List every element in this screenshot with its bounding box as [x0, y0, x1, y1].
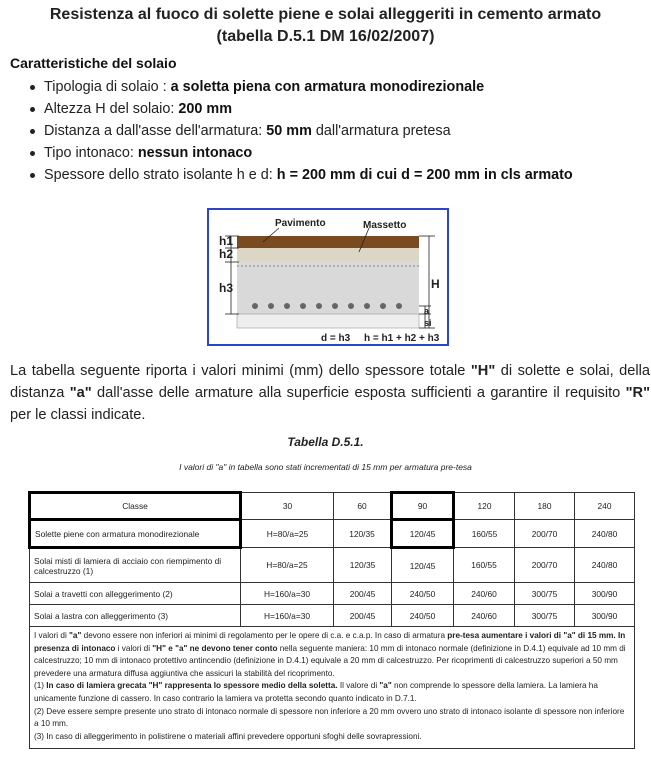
table-notes-row — [30, 627, 635, 749]
soffit-layer — [237, 314, 419, 328]
table-row — [30, 605, 635, 627]
paragraph-text: La tabella seguente riporta i valori minimi (mm) dello spessore totale — [10, 363, 471, 379]
bullet-icon — [30, 129, 35, 134]
table-cell: 120/45 — [392, 548, 454, 583]
formula-h: h = h1 + h2 + h3 — [364, 333, 440, 344]
paragraph-text: dall'asse delle armature alla superficie esposta sufficienti a garantire il requisito — [91, 385, 626, 401]
features-heading: Caratteristiche del solaio — [10, 55, 177, 71]
header-cell: 30 — [241, 493, 334, 520]
concrete-slab — [237, 262, 419, 314]
page-title-line1: Resistenza al fuoco di solette piene e solai alleggeriti in cemento armato — [49, 6, 602, 23]
table-cell: H=160/a=30 — [241, 605, 334, 627]
table-cell: 240/80 — [575, 520, 635, 548]
paragraph-text: di solette e solai, della distanza — [10, 363, 650, 401]
feature-label: Altezza H del solaio: — [44, 101, 179, 117]
table-caption: Tabella D.5.1. — [287, 435, 364, 449]
table-cell: 300/90 — [575, 583, 635, 605]
table-cell: 120/35 — [334, 548, 392, 583]
header-cell: 60 — [334, 493, 392, 520]
table-cell: H=80/a=25 — [241, 548, 334, 583]
intro-paragraph — [10, 360, 650, 426]
feature-item — [28, 142, 638, 164]
note-3: (3) In caso di alleggerimento in polistirene o materiali affini prevedere opportuni sfoghi delle sovrapressioni. — [34, 731, 422, 741]
feature-value: nessun intonaco — [137, 145, 253, 161]
row-label: Solai misti di lamiera di acciaio con riempimento di calcestruzzo (1) — [30, 548, 241, 583]
table-cell: 200/45 — [334, 583, 392, 605]
row-label: Solai a travetti con alleggerimento (2) — [30, 583, 241, 605]
h1-label: h1 — [219, 234, 234, 248]
table-row — [30, 520, 635, 548]
feature-item — [28, 98, 638, 120]
paragraph-term-h: "H" — [470, 363, 496, 379]
table-row — [30, 583, 635, 605]
row-label-selected: Solette piene con armatura monodirezionale — [30, 520, 241, 548]
note-1: (1) In caso di lamiera grecata "H" rappresenta lo spessore medio della soletta. Il valore di "a" non comprende lo spessore della lamiera. La lamiera ha unicamente funzione di cassero. In caso contrario la lamiera va protetta secondo quanto indicato in D.7.1. — [34, 681, 598, 703]
feature-label: Tipo intonaco: — [44, 145, 138, 161]
features-list — [28, 76, 638, 186]
header-cell: 120 — [454, 493, 515, 520]
page-title — [0, 4, 651, 48]
header-cell: 180 — [515, 493, 575, 520]
table-cell: 160/55 — [454, 548, 515, 583]
feature-suffix: dall'armatura pretesa — [311, 123, 451, 139]
bullet-icon — [30, 85, 35, 90]
paragraph-text: per le classi indicate. — [10, 407, 146, 423]
fire-resistance-table — [28, 491, 635, 749]
feature-value: h = 200 mm di cui d = 200 mm in cls armato — [276, 167, 573, 183]
feature-label: Tipologia di solaio : — [44, 79, 171, 95]
table-row — [30, 548, 635, 583]
feature-value: 200 mm — [178, 101, 232, 117]
feature-value: a soletta piena con armatura monodirezionale — [170, 79, 485, 95]
table-cell: H=80/a=25 — [241, 520, 334, 548]
table-cell: 240/60 — [454, 583, 515, 605]
pavimento-layer — [237, 236, 419, 248]
page-title-line2: (tabella D.5.1 DM 16/02/2007) — [216, 28, 435, 45]
formula-d: d = h3 — [321, 333, 351, 344]
table-cell: 300/75 — [515, 583, 575, 605]
header-classe: Classe — [30, 493, 241, 520]
table-cell: 200/70 — [515, 548, 575, 583]
table-cell: 160/55 — [454, 520, 515, 548]
table-cell: 300/90 — [575, 605, 635, 627]
table-cell: 240/50 — [392, 583, 454, 605]
table-cell: 240/60 — [454, 605, 515, 627]
feature-item — [28, 120, 638, 142]
note-general: I valori di "a" devono essere non inferiori ai minimi di regolamento per le opere di c.a. e c.a.p. In caso di armatura pre-tesa aumentare i valori di "a" di 15 mm. In presenza di intonaco i valori di "H" e "a" ne devono tener conto nella seguente maniera: 10 mm di intonaco normale (definizione in D.4.1) equivale ad 10 mm di calcestruzzo; 10 mm di intonaco protettivo antincendio (definizione in D.4.1) equivale a 20 mm di calcestruzzo. Per ricoprimenti di calcestruzzo superiori a 50 mm prevedere una armatura diffusa aggiuntiva che assicuri la stabilità del ricoprimento. — [34, 631, 626, 678]
row-label: Solai a lastra con alleggerimento (3) — [30, 605, 241, 627]
table-cell: 240/50 — [392, 605, 454, 627]
table-cell: 200/45 — [334, 605, 392, 627]
table-cell: 200/70 — [515, 520, 575, 548]
feature-label: Spessore dello strato isolante h e d: — [44, 167, 277, 183]
paragraph-term-a: "a" — [69, 385, 92, 401]
paragraph-term-r: "R" — [625, 385, 650, 401]
h3-label: h3 — [219, 281, 234, 295]
header-cell: 240 — [575, 493, 635, 520]
note-2: (2) Deve essere sempre presente uno strato di intonaco normale di spessore non inferiore a 20 mm ovvero uno strato di intonaco isolante di spessore non inferiore a 10 mm. — [34, 706, 625, 729]
table-cell: 300/75 — [515, 605, 575, 627]
massetto-layer — [237, 248, 419, 262]
table-cell: 240/80 — [575, 548, 635, 583]
h2-label: h2 — [219, 247, 234, 261]
feature-item — [28, 76, 638, 98]
feature-item — [28, 164, 638, 186]
bullet-icon — [30, 173, 35, 178]
bullet-icon — [30, 151, 35, 156]
table-cell: H=160/a=30 — [241, 583, 334, 605]
pavimento-label: Pavimento — [275, 218, 326, 229]
table-cell: 120/35 — [334, 520, 392, 548]
slab-section-diagram — [207, 208, 449, 346]
H-label: H — [431, 277, 440, 291]
si-label: si — [424, 318, 432, 328]
table-header-row — [30, 493, 635, 520]
table-note: I valori di "a" in tabella sono stati incrementati di 15 mm per armatura pre-tesa — [179, 462, 472, 472]
table-notes — [30, 627, 635, 749]
feature-label: Distanza a dall'asse dell'armatura: — [44, 123, 267, 139]
slab-section-svg — [209, 210, 447, 344]
feature-value: 50 mm — [266, 123, 312, 139]
massetto-label: Massetto — [363, 220, 407, 231]
table-cell-selected: 120/45 — [392, 520, 454, 548]
a-label: a — [424, 306, 430, 316]
header-cell-selected: 90 — [392, 493, 454, 520]
bullet-icon — [30, 107, 35, 112]
